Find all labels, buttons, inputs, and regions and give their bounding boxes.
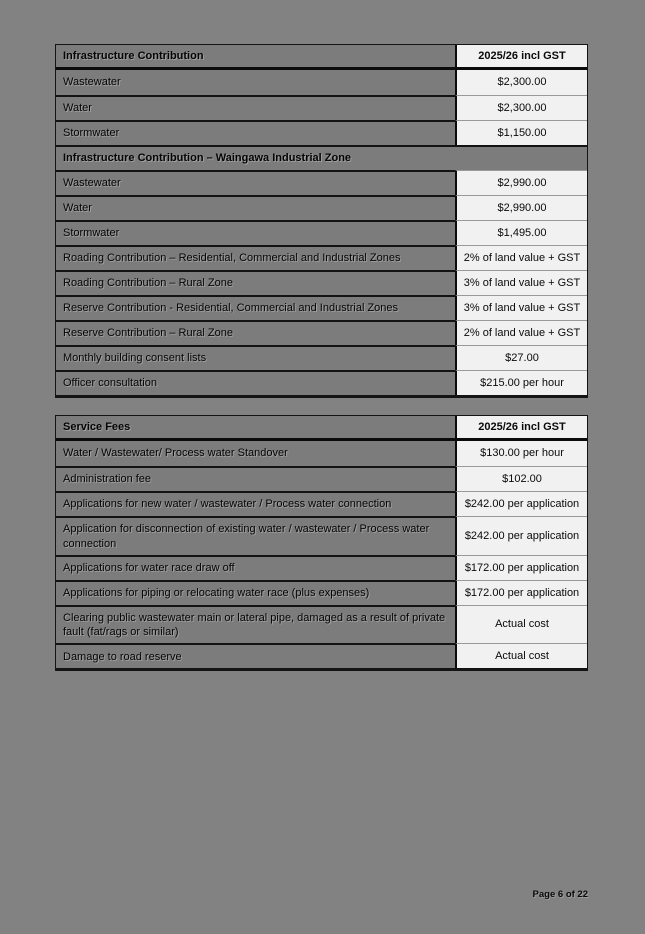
table-row (56, 195, 587, 220)
table-row (56, 441, 587, 466)
table-header-value: 2025/26 incl GST (455, 45, 587, 67)
table-row (56, 345, 587, 370)
row-label: Wastewater (56, 70, 455, 95)
row-label: Stormwater (56, 220, 455, 245)
row-label: Infrastructure Contribution – Waingawa Industrial Zone (56, 145, 587, 170)
row-label: Water / Wastewater/ Process water Standover (56, 441, 455, 466)
row-value: $27.00 (455, 345, 587, 370)
table-row (56, 120, 587, 145)
row-label: Officer consultation (56, 370, 455, 395)
row-value: $172.00 per application (455, 555, 587, 580)
row-value: $1,150.00 (455, 120, 587, 145)
table-row (56, 145, 587, 170)
row-value: $2,990.00 (455, 170, 587, 195)
table-row (56, 295, 587, 320)
table-header-row (56, 45, 587, 70)
row-value: $215.00 per hour (455, 370, 587, 395)
table-rows (56, 441, 587, 668)
table-row (56, 320, 587, 345)
table-row (56, 580, 587, 605)
table-row (56, 555, 587, 580)
row-value: $102.00 (455, 466, 587, 491)
table-row (56, 466, 587, 491)
table-row (56, 643, 587, 668)
row-label: Monthly building consent lists (56, 345, 455, 370)
page-number: Page 6 of 22 (532, 889, 588, 900)
row-value: $1,495.00 (455, 220, 587, 245)
row-label: Water (56, 195, 455, 220)
row-label: Application for disconnection of existing water / wastewater / Process water connection (56, 516, 455, 555)
row-value: $172.00 per application (455, 580, 587, 605)
row-label: Wastewater (56, 170, 455, 195)
infrastructure-contribution-table (55, 44, 588, 398)
service-fees-table (55, 415, 588, 671)
table-row (56, 491, 587, 516)
row-value: $242.00 per application (455, 491, 587, 516)
table-header-row (56, 416, 587, 441)
row-value: $2,990.00 (455, 195, 587, 220)
row-value: 2% of land value + GST (455, 245, 587, 270)
row-label: Applications for new water / wastewater / Process water connection (56, 491, 455, 516)
row-value: Actual cost (455, 643, 587, 668)
table-row (56, 70, 587, 95)
row-label: Applications for piping or relocating water race (plus expenses) (56, 580, 455, 605)
table-row (56, 245, 587, 270)
row-label: Reserve Contribution – Rural Zone (56, 320, 455, 345)
row-label: Reserve Contribution - Residential, Commercial and Industrial Zones (56, 295, 455, 320)
table-row (56, 95, 587, 120)
table-row (56, 270, 587, 295)
row-value: 3% of land value + GST (455, 270, 587, 295)
row-value: $242.00 per application (455, 516, 587, 555)
table-header-value: 2025/26 incl GST (455, 416, 587, 438)
table-row (56, 220, 587, 245)
table-rows (56, 70, 587, 395)
row-label: Damage to road reserve (56, 643, 455, 668)
table-row (56, 170, 587, 195)
row-value: 3% of land value + GST (455, 295, 587, 320)
row-label: Roading Contribution – Rural Zone (56, 270, 455, 295)
table-row (56, 605, 587, 644)
row-value: 2% of land value + GST (455, 320, 587, 345)
table-header-label: Infrastructure Contribution (56, 45, 455, 67)
table-header-label: Service Fees (56, 416, 455, 438)
row-label: Stormwater (56, 120, 455, 145)
table-row (56, 516, 587, 555)
row-value: $2,300.00 (455, 70, 587, 95)
row-value: $2,300.00 (455, 95, 587, 120)
row-label: Roading Contribution – Residential, Commercial and Industrial Zones (56, 245, 455, 270)
row-value: Actual cost (455, 605, 587, 644)
row-label: Clearing public wastewater main or lateral pipe, damaged as a result of private fault (fat/rags or similar) (56, 605, 455, 644)
row-label: Administration fee (56, 466, 455, 491)
table-row (56, 370, 587, 395)
row-label: Applications for water race draw off (56, 555, 455, 580)
row-value: $130.00 per hour (455, 441, 587, 466)
row-label: Water (56, 95, 455, 120)
